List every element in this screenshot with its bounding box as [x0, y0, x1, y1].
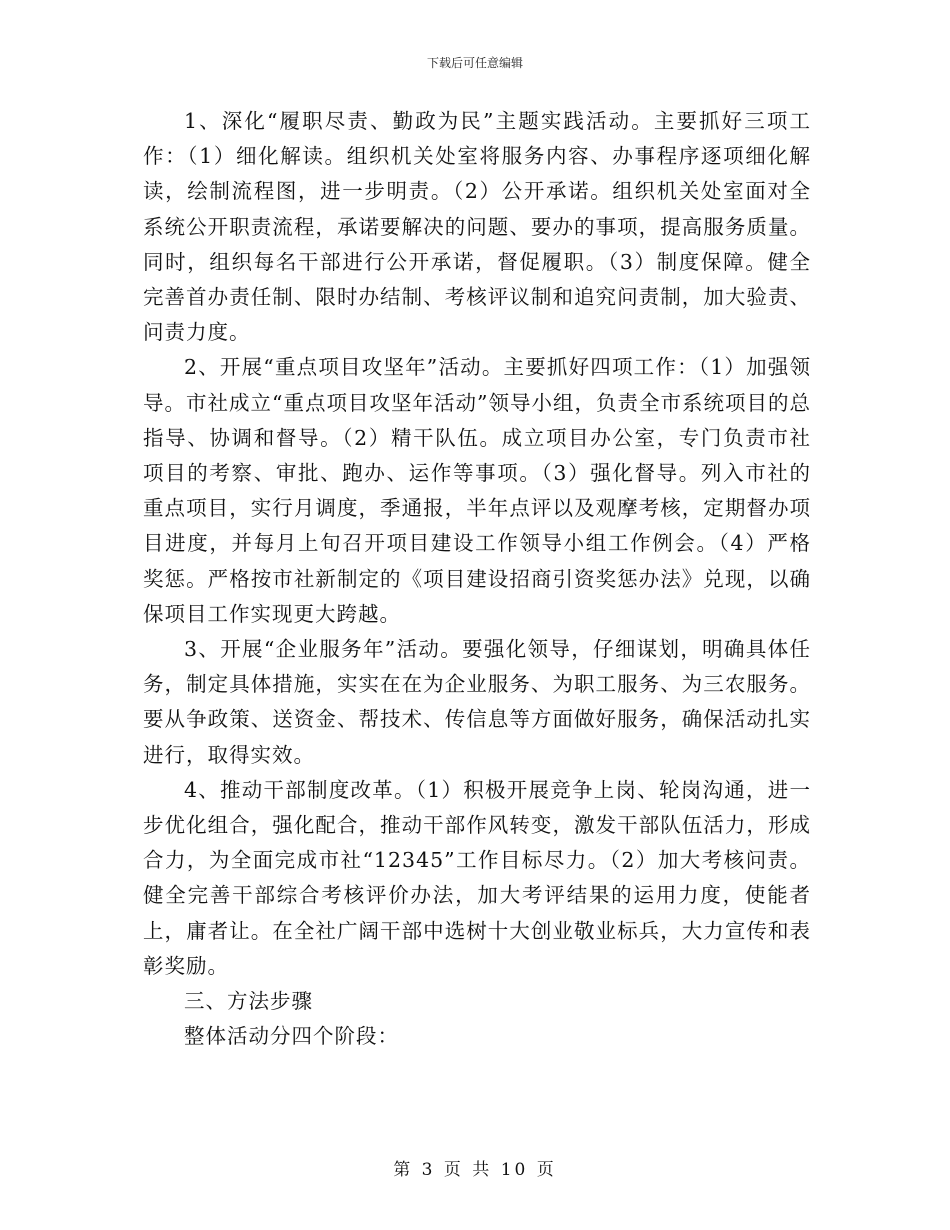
- paragraph-2: 2、开展“重点项目攻坚年”活动。主要抓好四项工作：（1）加强领导。市社成立“重点项目攻坚年活动”领导小组，负责全市系统项目的总指导、协调和督导。（2）精干队伍。成立项目办公室，专门负责市社项目的考察、审批、跑办、运作等事项。（3）强化督导。列入市社的重点项目，实行月调度，季通报，半年点评以及观摩考核，定期督办项目进度，并每月上旬召开项目建设工作领导小组工作例会。（4）严格奖惩。严格按市社新制定的《项目建设招商引资奖惩办法》兑现，以确保项目工作实现更大跨越。: [143, 355, 811, 626]
- section-heading: 三、方法步骤: [184, 989, 313, 1014]
- document-body: [143, 104, 811, 1054]
- page-number-footer: 第 3 页 共 10 页: [393, 1160, 557, 1180]
- paragraph-3: 3、开展“企业服务年”活动。要强化领导，仔细谋划，明确具体任务，制定具体措施，实实在在为企业服务、为职工服务、为三农服务。要从争政策、送资金、帮技术、传信息等方面做好服务，确保活动扎实进行，取得实效。: [143, 637, 811, 767]
- paragraph-4: 4、推动干部制度改革。（1）积极开展竞争上岗、轮岗沟通，进一步优化组合，强化配合，推动干部作风转变，激发干部队伍活力，形成合力，为全面完成市社“12345”工作目标尽力。（2）加大考核问责。健全完善干部综合考核评价办法，加大考评结果的运用力度，使能者上，庸者让。在全社广阔干部中选树十大创业敬业标兵，大力宣传和表彰奖励。: [143, 777, 811, 978]
- section-intro-line: 整体活动分四个阶段：: [184, 1024, 399, 1049]
- paragraph-1: 1、深化“履职尽责、勤政为民”主题实践活动。主要抓好三项工作：（1）细化解读。组织机关处室将服务内容、办事程序逐项细化解读，绘制流程图，进一步明责。（2）公开承诺。组织机关处室面对全系统公开职责流程，承诺要解决的问题、要办的事项，提高服务质量。同时，组织每名干部进行公开承诺，督促履职。（3）制度保障。健全完善首办责任制、限时办结制、考核评议制和追究问责制，加大验责、问责力度。: [143, 109, 811, 345]
- page-header: 下载后可任意编辑: [426, 56, 523, 70]
